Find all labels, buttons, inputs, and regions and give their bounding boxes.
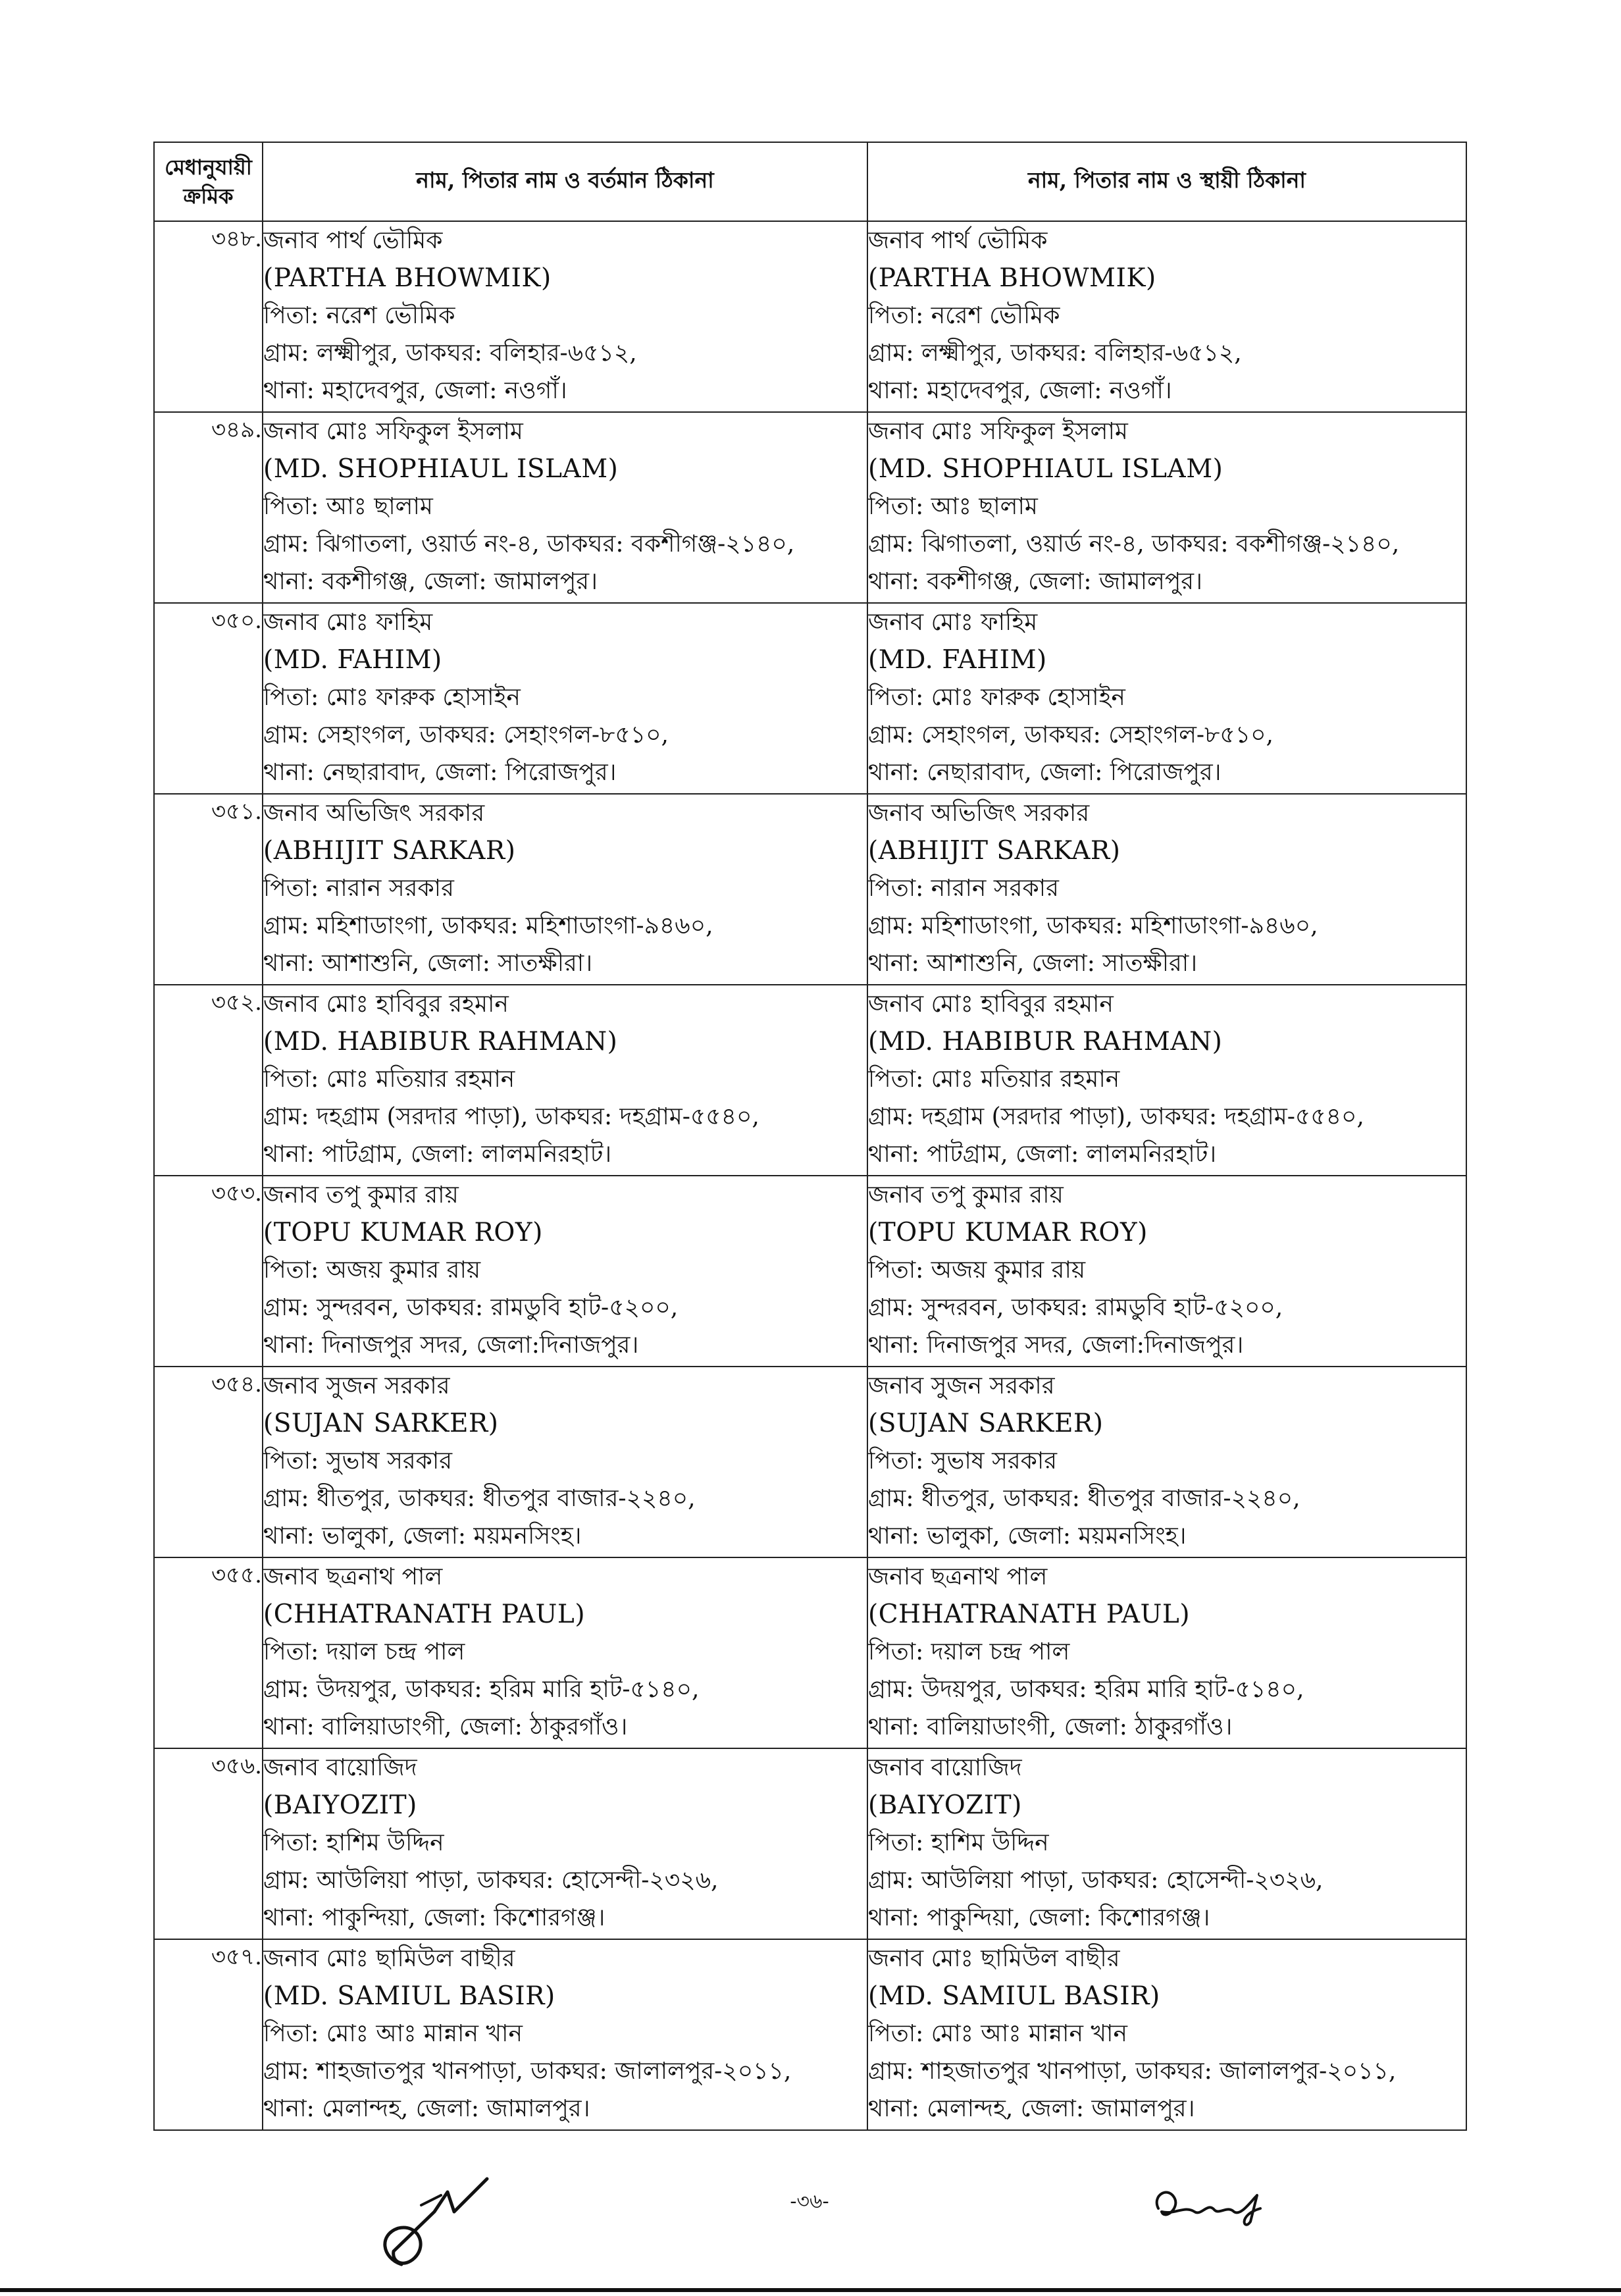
serial-cell: ৩৫৪. — [154, 1367, 263, 1557]
candidate-name-english: (MD. FAHIM) — [868, 645, 1047, 675]
village-post: গ্রাম: ঝিগাতলা, ওয়ার্ড নং-৪, ডাকঘর: বকশীগঞ্জ-২১৪০, — [868, 531, 1400, 558]
table-row — [154, 1939, 1466, 2130]
thana-district: থানা: মহাদেবপুর, জেলা: নওগাঁ। — [263, 377, 567, 404]
candidate-name-english: (PARTHA BHOWMIK) — [263, 263, 552, 293]
village-post: গ্রাম: উদয়পুর, ডাকঘর: হরিম মারি হাট-৫১৪০, — [263, 1676, 700, 1703]
village-post: গ্রাম: দহগ্রাম (সরদার পাড়া), ডাকঘর: দহগ্রাম-৫৫৪০, — [868, 1103, 1364, 1130]
candidate-name-english: (SUJAN SARKER) — [263, 1409, 499, 1438]
candidate-name: জনাব অভিজিৎ সরকার — [263, 800, 485, 827]
village-post: গ্রাম: দহগ্রাম (সরদার পাড়া), ডাকঘর: দহগ্রাম-৫৫৪০, — [263, 1103, 759, 1130]
father-name: পিতা: নারান সরকার — [263, 875, 454, 902]
candidate-name: জনাব মোঃ ফাহিম — [868, 609, 1038, 636]
candidate-name-english: (TOPU KUMAR ROY) — [263, 1218, 543, 1247]
candidate-name: জনাব মোঃ সফিকুল ইসলাম — [263, 418, 523, 445]
table-row — [154, 412, 1466, 603]
table-row — [154, 603, 1466, 794]
village-post: গ্রাম: ধীতপুর, ডাকঘর: ধীতপুর বাজার-২২৪০, — [263, 1485, 696, 1512]
candidate-name-english: (MD. SAMIUL BASIR) — [263, 1981, 555, 2011]
table-header-row — [154, 142, 1466, 221]
candidate-name-english: (PARTHA BHOWMIK) — [868, 263, 1156, 293]
village-post: গ্রাম: মহিশাডাংগা, ডাকঘর: মহিশাডাংগা-৯৪৬০, — [868, 912, 1318, 939]
village-post: গ্রাম: আউলিয়া পাড়া, ডাকঘর: হোসেন্দী-২৩২৬, — [263, 1867, 719, 1894]
candidate-name-english: (MD. HABIBUR RAHMAN) — [868, 1027, 1223, 1057]
present-address-cell — [263, 794, 867, 985]
candidate-name-english: (MD. SHOPHIAUL ISLAM) — [868, 454, 1223, 484]
candidate-name-english: (BAIYOZIT) — [868, 1790, 1022, 1820]
table-row — [154, 985, 1466, 1176]
thana-district: থানা: আশাশুনি, জেলা: সাতক্ষীরা। — [868, 950, 1198, 977]
thana-district: থানা: মহাদেবপুর, জেলা: নওগাঁ। — [868, 377, 1172, 404]
candidate-name: জনাব পার্থ ভৌমিক — [263, 227, 443, 254]
village-post: গ্রাম: সুন্দরবন, ডাকঘর: রামডুবি হাট-৫২০০, — [868, 1294, 1283, 1321]
candidate-name-english: (BAIYOZIT) — [263, 1790, 417, 1820]
father-name: পিতা: মোঃ মতিয়ার রহমান — [868, 1066, 1120, 1093]
serial-cell: ৩৫৬. — [154, 1748, 263, 1939]
signature-right — [1145, 2176, 1277, 2248]
thana-district: থানা: ভালুকা, জেলা: ময়মনসিংহ। — [868, 1523, 1187, 1550]
permanent-address-cell — [867, 1557, 1466, 1748]
signature-left — [355, 2166, 500, 2284]
serial-cell: ৩৫১. — [154, 794, 263, 985]
present-address-cell — [263, 1748, 867, 1939]
village-post: গ্রাম: ঝিগাতলা, ওয়ার্ড নং-৪, ডাকঘর: বকশীগঞ্জ-২১৪০, — [263, 531, 795, 558]
father-name: পিতা: মোঃ আঃ মান্নান খান — [263, 2020, 523, 2047]
permanent-address-cell — [867, 603, 1466, 794]
present-address-cell — [263, 985, 867, 1176]
thana-district: থানা: পাটগ্রাম, জেলা: লালমনিরহাট। — [263, 1141, 612, 1168]
father-name: পিতা: নরেশ ভৌমিক — [868, 302, 1060, 329]
candidate-name-english: (CHHATRANATH PAUL) — [868, 1600, 1191, 1629]
candidate-name: জনাব ছত্রনাথ পাল — [868, 1563, 1048, 1590]
table-row — [154, 221, 1466, 412]
candidate-name: জনাব ছত্রনাথ পাল — [263, 1563, 443, 1590]
table-row — [154, 1176, 1466, 1367]
village-post: গ্রাম: মহিশাডাংগা, ডাকঘর: মহিশাডাংগা-৯৪৬০, — [263, 912, 713, 939]
serial-cell: ৩৫২. — [154, 985, 263, 1176]
thana-district: থানা: পাটগ্রাম, জেলা: লালমনিরহাট। — [868, 1141, 1217, 1168]
thana-district: থানা: দিনাজপুর সদর, জেলা:দিনাজপুর। — [868, 1332, 1244, 1359]
father-name: পিতা: নারান সরকার — [868, 875, 1059, 902]
village-post: গ্রাম: উদয়পুর, ডাকঘর: হরিম মারি হাট-৫১৪০, — [868, 1676, 1304, 1703]
father-name: পিতা: মোঃ ফারুক হোসাইন — [263, 684, 521, 711]
thana-district: থানা: নেছারাবাদ, জেলা: পিরোজপুর। — [263, 759, 617, 786]
serial-cell: ৩৪৯. — [154, 412, 263, 603]
present-address-cell — [263, 1939, 867, 2130]
village-post: গ্রাম: লক্ষ্মীপুর, ডাকঘর: বলিহার-৬৫১২, — [263, 340, 637, 367]
permanent-address-cell — [867, 985, 1466, 1176]
permanent-address-cell — [867, 794, 1466, 985]
thana-district: থানা: বকশীগঞ্জ, জেলা: জামালপুর। — [868, 568, 1202, 595]
thana-district: থানা: পাকুন্দিয়া, জেলা: কিশোরগঞ্জ। — [868, 1904, 1210, 1931]
father-name: পিতা: মোঃ ফারুক হোসাইন — [868, 684, 1125, 711]
permanent-address-cell — [867, 412, 1466, 603]
table-row — [154, 1748, 1466, 1939]
father-name: পিতা: হাশিম উদ্দিন — [868, 1829, 1049, 1856]
serial-cell: ৩৫৩. — [154, 1176, 263, 1367]
present-address-cell — [263, 1557, 867, 1748]
thana-district: থানা: মেলান্দহ, জেলা: জামালপুর। — [868, 2095, 1195, 2122]
candidate-name-english: (ABHIJIT SARKAR) — [263, 836, 516, 866]
serial-cell: ৩৫৫. — [154, 1557, 263, 1748]
thana-district: থানা: আশাশুনি, জেলা: সাতক্ষীরা। — [263, 950, 593, 977]
candidate-name: জনাব তপু কুমার রায় — [263, 1182, 459, 1209]
thana-district: থানা: পাকুন্দিয়া, জেলা: কিশোরগঞ্জ। — [263, 1904, 605, 1931]
serial-cell: ৩৪৮. — [154, 221, 263, 412]
father-name: পিতা: নরেশ ভৌমিক — [263, 302, 455, 329]
candidate-name: জনাব মোঃ সফিকুল ইসলাম — [868, 418, 1128, 445]
thana-district: থানা: বালিয়াডাংগী, জেলা: ঠাকুরগাঁও। — [868, 1713, 1233, 1740]
village-post: গ্রাম: শাহজাতপুর খানপাড়া, ডাকঘর: জালালপুর-২০১১, — [263, 2058, 792, 2085]
present-address-cell — [263, 412, 867, 603]
candidate-name-english: (ABHIJIT SARKAR) — [868, 836, 1121, 866]
candidate-name-english: (MD. SAMIUL BASIR) — [868, 1981, 1160, 2011]
candidate-name: জনাব মোঃ ছামিউল বাছীর — [263, 1945, 515, 1972]
thana-district: থানা: বালিয়াডাংগী, জেলা: ঠাকুরগাঁও। — [263, 1713, 628, 1740]
serial-cell: ৩৫০. — [154, 603, 263, 794]
permanent-address-cell — [867, 1367, 1466, 1557]
table-row — [154, 1557, 1466, 1748]
village-post: গ্রাম: সেহাংগল, ডাকঘর: সেহাংগল-৮৫১০, — [263, 721, 669, 748]
candidate-name-english: (MD. HABIBUR RAHMAN) — [263, 1027, 618, 1057]
village-post: গ্রাম: লক্ষ্মীপুর, ডাকঘর: বলিহার-৬৫১২, — [868, 340, 1242, 367]
father-name: পিতা: আঃ ছালাম — [868, 493, 1038, 520]
present-address-cell — [263, 1367, 867, 1557]
candidate-name-english: (MD. SHOPHIAUL ISLAM) — [263, 454, 619, 484]
village-post: গ্রাম: শাহজাতপুর খানপাড়া, ডাকঘর: জালালপুর-২০১১, — [868, 2058, 1397, 2085]
permanent-address-cell — [867, 221, 1466, 412]
candidate-name: জনাব পার্থ ভৌমিক — [868, 227, 1048, 254]
village-post: গ্রাম: ধীতপুর, ডাকঘর: ধীতপুর বাজার-২২৪০, — [868, 1485, 1300, 1512]
thana-district: থানা: নেছারাবাদ, জেলা: পিরোজপুর। — [868, 759, 1222, 786]
father-name: পিতা: অজয় কুমার রায় — [868, 1257, 1086, 1284]
present-address-cell — [263, 221, 867, 412]
candidate-name: জনাব মোঃ হাবিবুর রহমান — [263, 991, 509, 1018]
candidate-name: জনাব বায়োজিদ — [868, 1754, 1022, 1781]
candidate-name: জনাব তপু কুমার রায় — [868, 1182, 1064, 1209]
father-name: পিতা: মোঃ মতিয়ার রহমান — [263, 1066, 515, 1093]
merit-list-table — [153, 142, 1467, 2131]
page-number: -৩৬- — [790, 2190, 829, 2213]
present-address-cell — [263, 603, 867, 794]
father-name: পিতা: সুভাষ সরকার — [868, 1448, 1058, 1474]
candidate-name: জনাব সুজন সরকার — [868, 1372, 1055, 1399]
present-address-cell — [263, 1176, 867, 1367]
candidate-name: জনাব মোঃ হাবিবুর রহমান — [868, 991, 1114, 1018]
candidate-name: জনাব মোঃ ফাহিম — [263, 609, 433, 636]
candidate-name-english: (TOPU KUMAR ROY) — [868, 1218, 1148, 1247]
father-name: পিতা: দয়াল চন্দ্র পাল — [868, 1638, 1070, 1665]
father-name: পিতা: মোঃ আঃ মান্নান খান — [868, 2020, 1127, 2047]
village-post: গ্রাম: সেহাংগল, ডাকঘর: সেহাংগল-৮৫১০, — [868, 721, 1274, 748]
serial-cell: ৩৫৭. — [154, 1939, 263, 2130]
candidate-name: জনাব মোঃ ছামিউল বাছীর — [868, 1945, 1120, 1972]
candidate-name-english: (SUJAN SARKER) — [868, 1409, 1104, 1438]
candidate-name: জনাব বায়োজিদ — [263, 1754, 417, 1781]
table-row — [154, 1367, 1466, 1557]
village-post: গ্রাম: সুন্দরবন, ডাকঘর: রামডুবি হাট-৫২০০, — [263, 1294, 679, 1321]
father-name: পিতা: দয়াল চন্দ্র পাল — [263, 1638, 465, 1665]
candidate-name: জনাব সুজন সরকার — [263, 1372, 450, 1399]
thana-district: থানা: বকশীগঞ্জ, জেলা: জামালপুর। — [263, 568, 598, 595]
candidate-name-english: (MD. FAHIM) — [263, 645, 442, 675]
permanent-address-cell — [867, 1939, 1466, 2130]
permanent-address-cell — [867, 1176, 1466, 1367]
header-present-address: নাম, পিতার নাম ও বর্তমান ঠিকানা — [263, 142, 867, 221]
thana-district: থানা: ভালুকা, জেলা: ময়মনসিংহ। — [263, 1523, 582, 1550]
father-name: পিতা: হাশিম উদ্দিন — [263, 1829, 444, 1856]
header-serial: মেধানুযায়ী ক্রমিক — [154, 142, 263, 221]
permanent-address-cell — [867, 1748, 1466, 1939]
scan-edge-rule — [0, 2288, 1621, 2292]
father-name: পিতা: আঃ ছালাম — [263, 493, 433, 520]
father-name: পিতা: অজয় কুমার রায় — [263, 1257, 481, 1284]
thana-district: থানা: মেলান্দহ, জেলা: জামালপুর। — [263, 2095, 590, 2122]
father-name: পিতা: সুভাষ সরকার — [263, 1448, 453, 1474]
candidate-name: জনাব অভিজিৎ সরকার — [868, 800, 1090, 827]
header-permanent-address: নাম, পিতার নাম ও স্থায়ী ঠিকানা — [867, 142, 1466, 221]
candidate-name-english: (CHHATRANATH PAUL) — [263, 1600, 586, 1629]
village-post: গ্রাম: আউলিয়া পাড়া, ডাকঘর: হোসেন্দী-২৩২৬, — [868, 1867, 1324, 1894]
thana-district: থানা: দিনাজপুর সদর, জেলা:দিনাজপুর। — [263, 1332, 639, 1359]
table-row — [154, 794, 1466, 985]
